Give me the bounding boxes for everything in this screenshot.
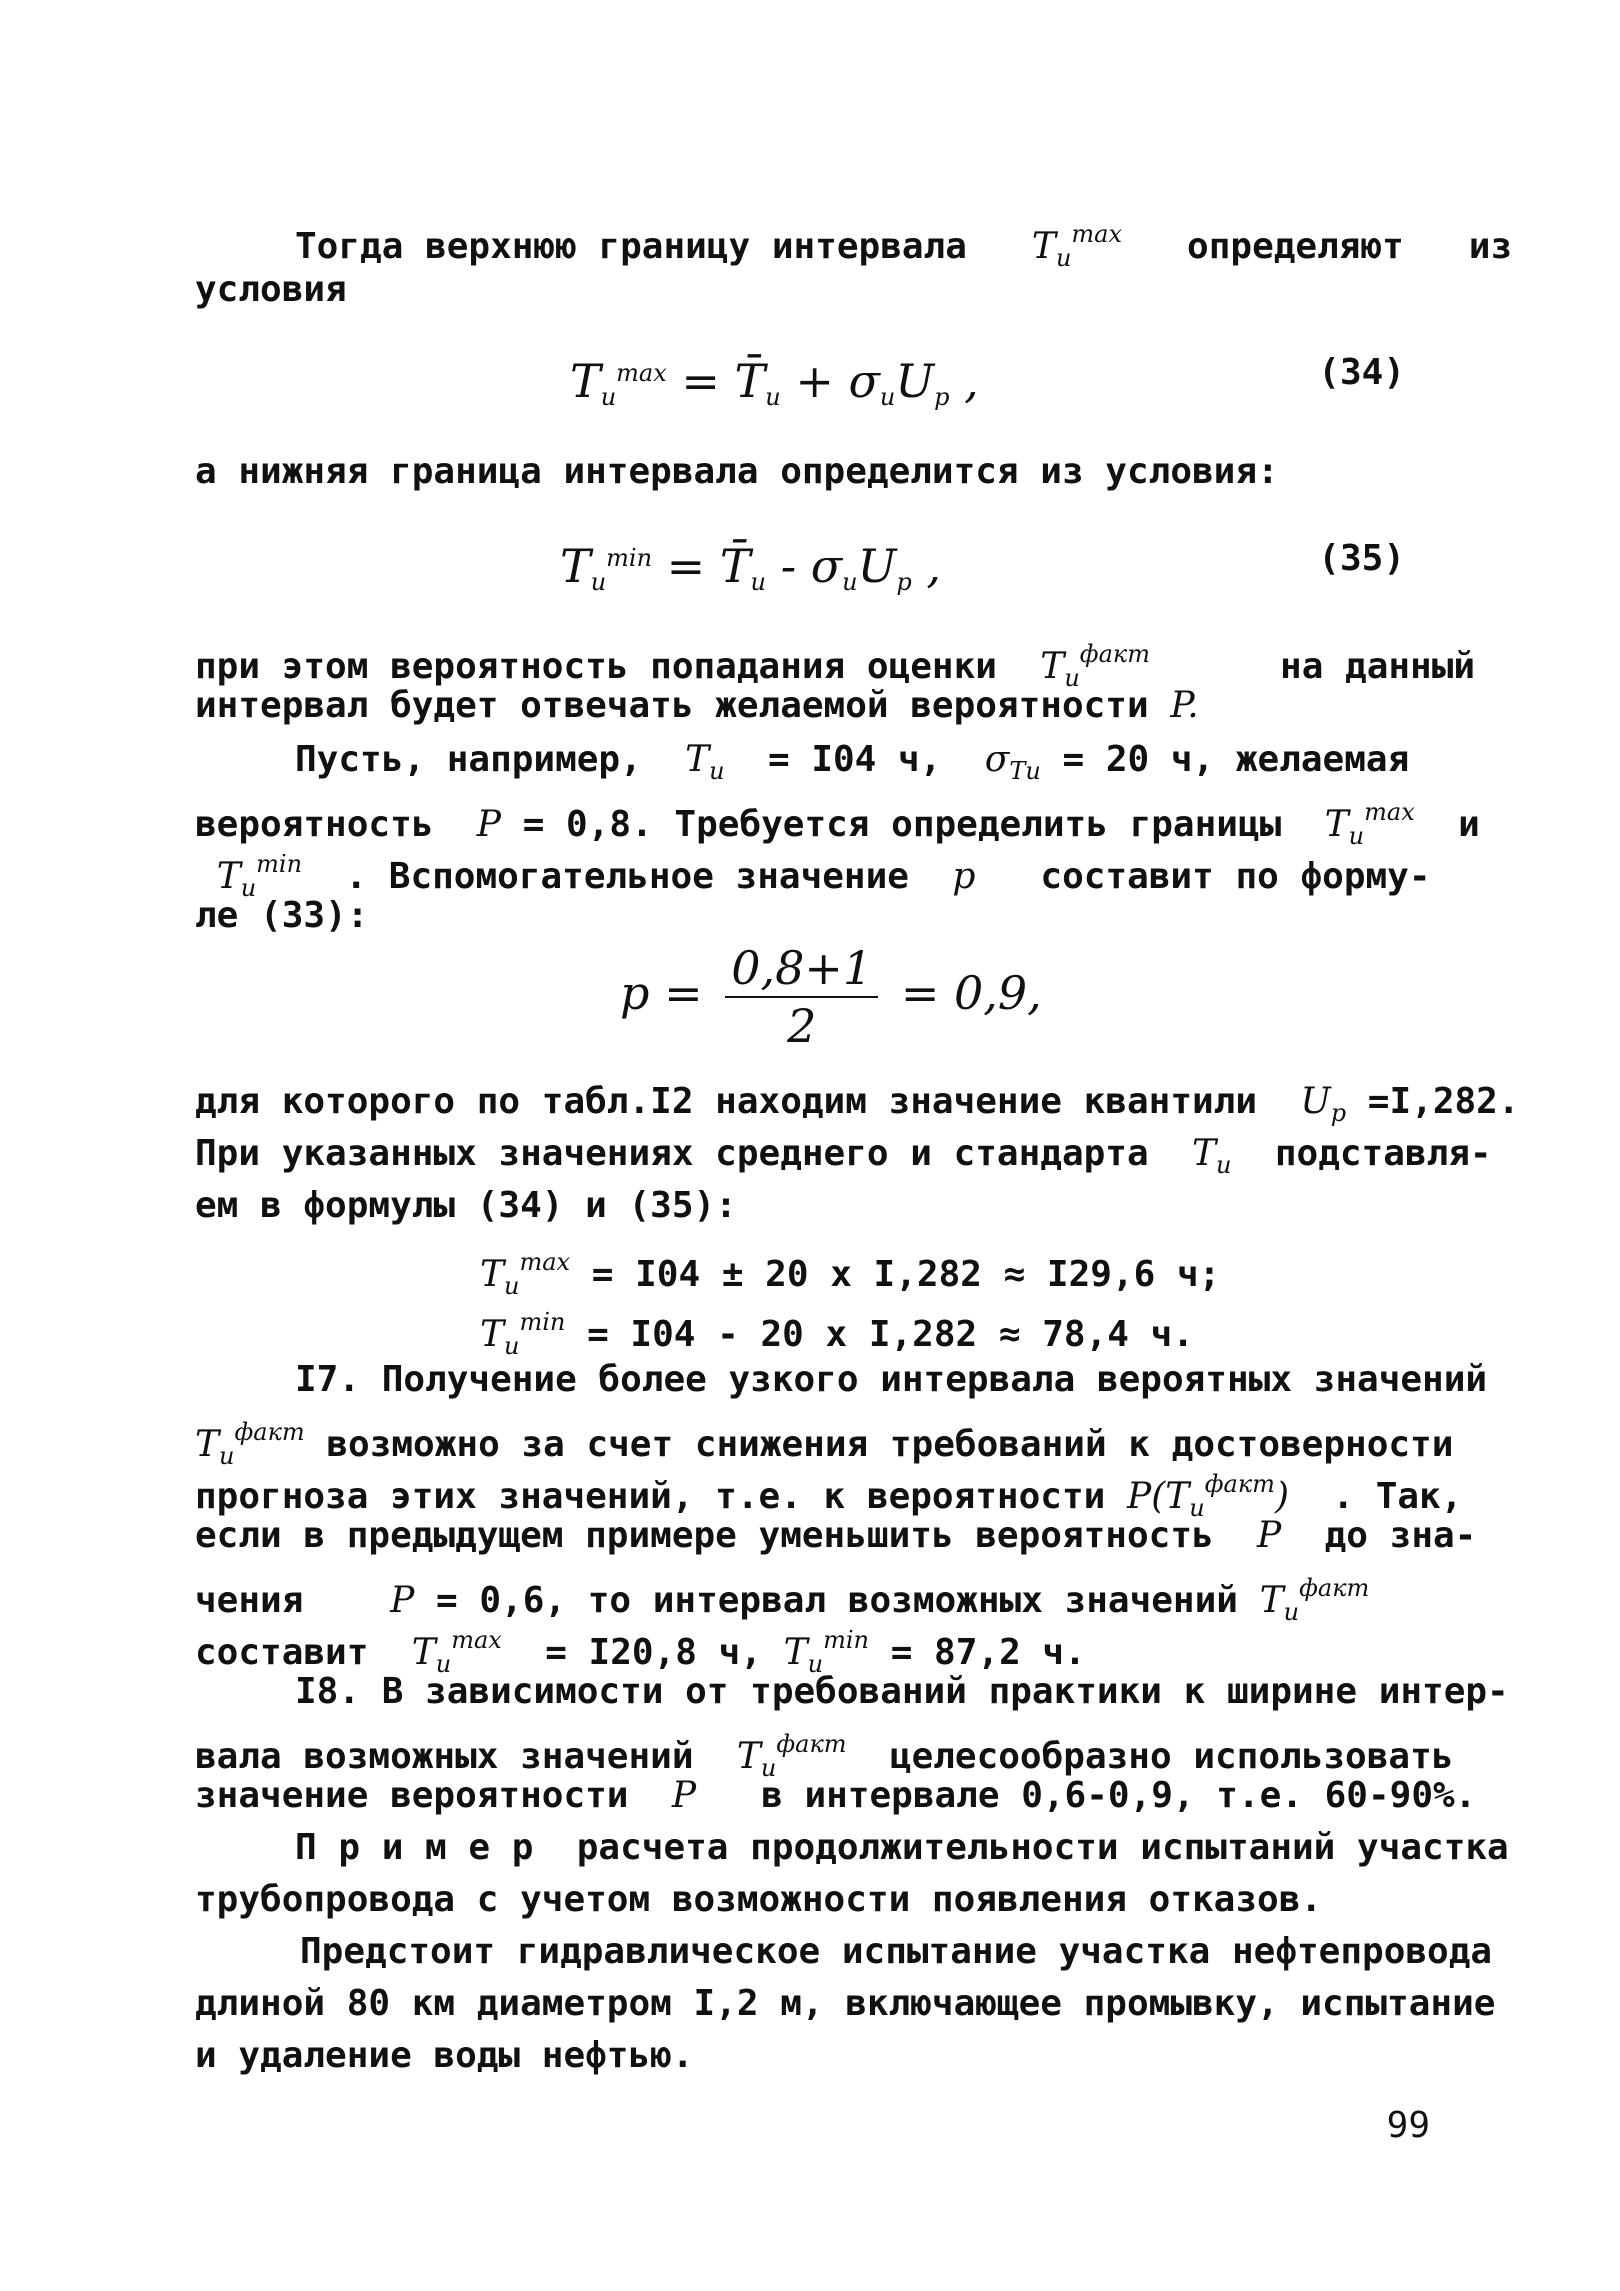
text-line: составит $T_и^{max} = I20,8$ ч, $T_и^{min} = 87,2$ ч. bbox=[195, 1626, 1086, 1678]
text-line: интервал будет отвечать желаемой вероятности P. bbox=[195, 685, 1199, 726]
text-line: при этом вероятность попадания оценки $T_и^{факт}$ на данный bbox=[195, 640, 1476, 692]
text-line: если в предыдущем примере уменьшить вероятность P до зна- bbox=[195, 1515, 1477, 1556]
equation-34: $T_и^{max}$ = $T̄_и + \sigma_иU_p$ , bbox=[570, 354, 979, 411]
text-line: I8. В зависимости от требований практики к ширине интер- bbox=[295, 1671, 1509, 1712]
text-line: Тогда верхнюю границу интервала $T_и^{max}$ определяют из bbox=[295, 220, 1513, 272]
text-line: I7. Получение более узкого интервала вероятных значений bbox=[295, 1359, 1488, 1400]
text-line: $T_и^{max} = I04 \pm 20$ x I,282 ≈ I29,6 ч; bbox=[480, 1248, 1221, 1300]
text-line: $T_и^{факт}$ возможно за счет снижения требований к достоверности bbox=[195, 1418, 1454, 1470]
text-line: для которого по табл.I2 находим значение квантили $U_p =I,282$. bbox=[195, 1081, 1520, 1127]
page-number: 99 bbox=[1386, 2105, 1430, 2146]
text-line: Предстоит гидравлическое испытание участка нефтепровода bbox=[300, 1931, 1493, 1972]
text-line: Пусть, например, $T_и = I04$ ч, $\sigma_{Tи} = 20$ ч, желаемая bbox=[295, 739, 1410, 785]
text-line: вала возможных значений $T_и^{факт}$ целесообразно использовать bbox=[195, 1730, 1454, 1782]
text-line: прогноза этих значений, т.е. к вероятности $P(T_и^{факт})$ . Так, bbox=[195, 1470, 1463, 1522]
equation-number: (34) bbox=[1318, 352, 1405, 393]
text-line: ем в формулы (34) и (35): bbox=[195, 1185, 737, 1226]
text-line: вероятность P = 0,8. Требуется определить границы $T_и^{max}$ и bbox=[195, 798, 1480, 850]
equation-p: p = $\frac{0,8+1}{2}$ = 0,9, bbox=[620, 941, 1042, 1053]
text-line: $T_и^{min}$ . Вспомогательное значение p составит по форму- bbox=[216, 850, 1431, 902]
text-line: П р и м е р расчета продолжительности испытаний участка bbox=[295, 1827, 1509, 1868]
text-line: ле (33): bbox=[195, 895, 369, 936]
text-line: и удаление воды нефтью. bbox=[195, 2035, 694, 2076]
text-line: чения P = 0,6, то интервал возможных значений $T_и^{факт}$ bbox=[195, 1574, 1370, 1626]
equation-35: $T_и^{min}$ = $T̄_и - \sigma_иU_p$ , bbox=[560, 539, 942, 596]
text-line: значение вероятности P в интервале 0,6-0,9, т.е. 60-90%. bbox=[195, 1775, 1477, 1816]
text-line: длиной 80 км диаметром I,2 м, включающее промывку, испытание bbox=[195, 1983, 1496, 2024]
text-line: $T_и^{min} = I04 - 20$ x I,282 ≈ 78,4 ч. bbox=[480, 1308, 1194, 1360]
text-line: а нижняя граница интервала определится из условия: bbox=[195, 451, 1279, 492]
text-line: При указанных значениях среднего и стандарта $T_и$ подставля- bbox=[195, 1133, 1492, 1179]
text-line: условия bbox=[195, 269, 347, 310]
text-line: трубопровода с учетом возможности появления отказов. bbox=[195, 1879, 1323, 1920]
equation-number: (35) bbox=[1318, 538, 1405, 579]
